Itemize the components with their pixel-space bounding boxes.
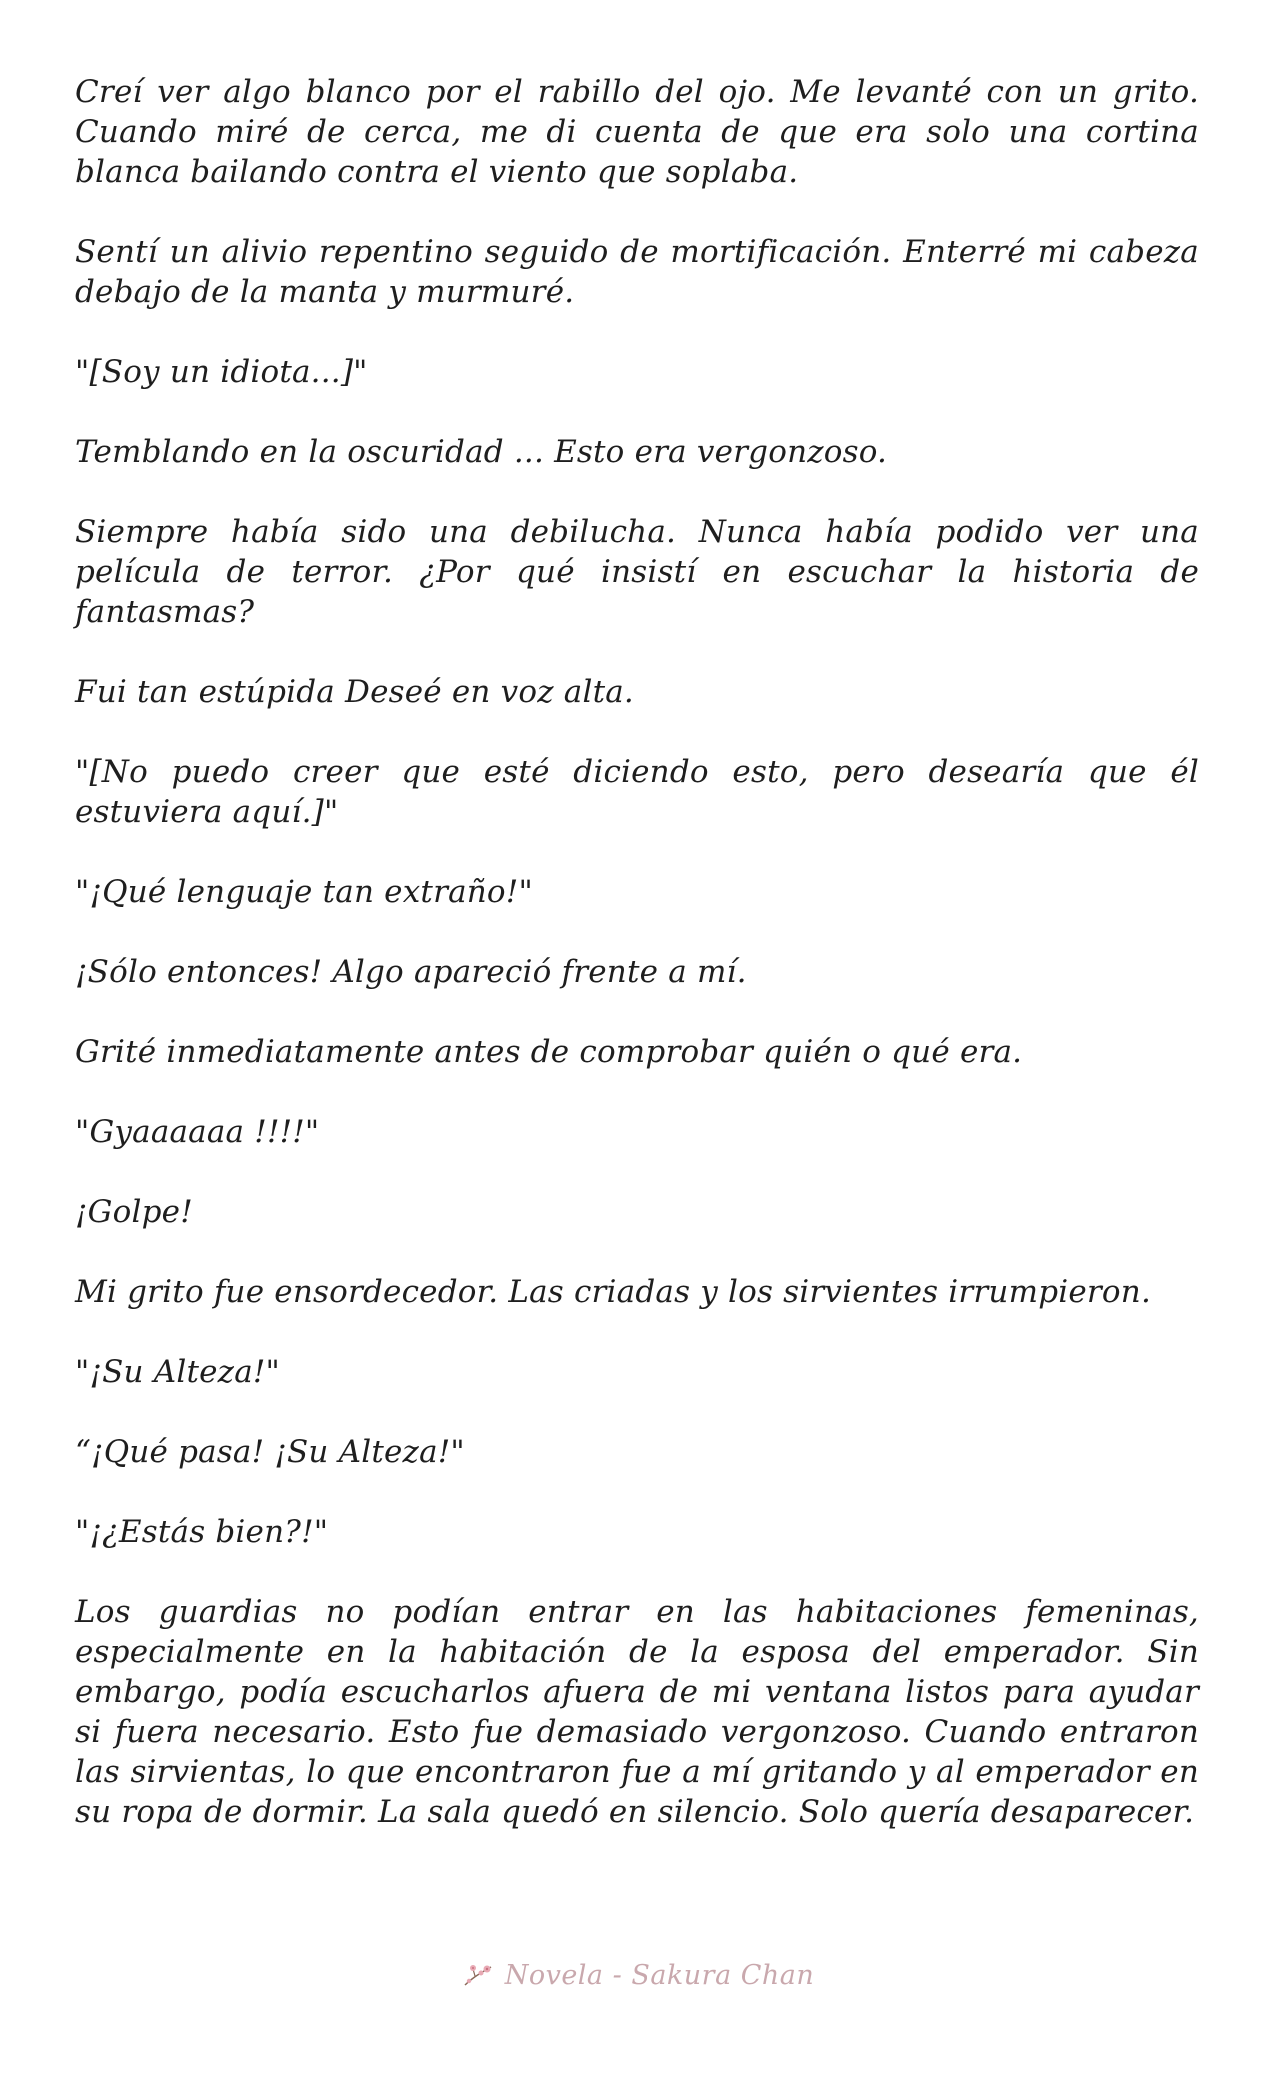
paragraph: "[No puedo creer que esté diciendo esto, pero desearía que él estuviera aquí.]" xyxy=(75,754,1199,830)
paragraph: Los guardias no podían entrar en las habitaciones femeninas, especialmente en la habitación de la esposa del emperador. Sin embargo, podía escucharlos afuera de mi ventana listos para ayudar si fuera necesario. Esto fue demasiado vergonzoso. Cuando entraron las sirvientas, lo que encontraron fue a mí gritando y al emperador en su ropa de dormir. La sala quedó en silencio. Solo quería desaparecer. xyxy=(75,1594,1199,1830)
watermark xyxy=(461,1960,815,1991)
paragraph: Siempre había sido una debilucha. Nunca había podido ver una película de terror. ¿Por qué insistí en escuchar la historia de fantasmas? xyxy=(75,514,1199,630)
watermark-text: Novela - Sakura Chan xyxy=(504,1960,815,1991)
footer-watermark xyxy=(0,1960,1275,2000)
cherry-blossom-icon xyxy=(461,1961,497,1991)
paragraph: Creí ver algo blanco por el rabillo del ojo. Me levanté con un grito. Cuando miré de cerca, me di cuenta de que era solo una cortina blanca bailando contra el viento que soplaba. xyxy=(75,74,1199,190)
paragraph: "Gyaaaaaa !!!!" xyxy=(75,1114,320,1150)
paragraph: "¡¿Estás bien?!" xyxy=(75,1514,329,1550)
paragraph: ¡Golpe! xyxy=(75,1194,193,1230)
paragraph: "[Soy un idiota...]" xyxy=(75,354,368,390)
paragraph: Mi grito fue ensordecedor. Las criadas y los sirvientes irrumpieron. xyxy=(75,1274,1152,1310)
paragraph: "¡Su Alteza!" xyxy=(75,1354,281,1390)
paragraph: “¡Qué pasa! ¡Su Alteza!" xyxy=(75,1434,465,1470)
document-body xyxy=(75,72,1199,1872)
paragraph: Sentí un alivio repentino seguido de mortificación. Enterré mi cabeza debajo de la manta y murmuré. xyxy=(75,234,1199,310)
paragraph: Grité inmediatamente antes de comprobar quién o qué era. xyxy=(75,1034,1023,1070)
paragraph: Temblando en la oscuridad ... Esto era vergonzoso. xyxy=(75,434,888,470)
paragraph: "¡Qué lenguaje tan extraño!" xyxy=(75,874,533,910)
paragraph: Fui tan estúpida Deseé en voz alta. xyxy=(75,674,634,710)
paragraph: ¡Sólo entonces! Algo apareció frente a mí. xyxy=(75,954,747,990)
